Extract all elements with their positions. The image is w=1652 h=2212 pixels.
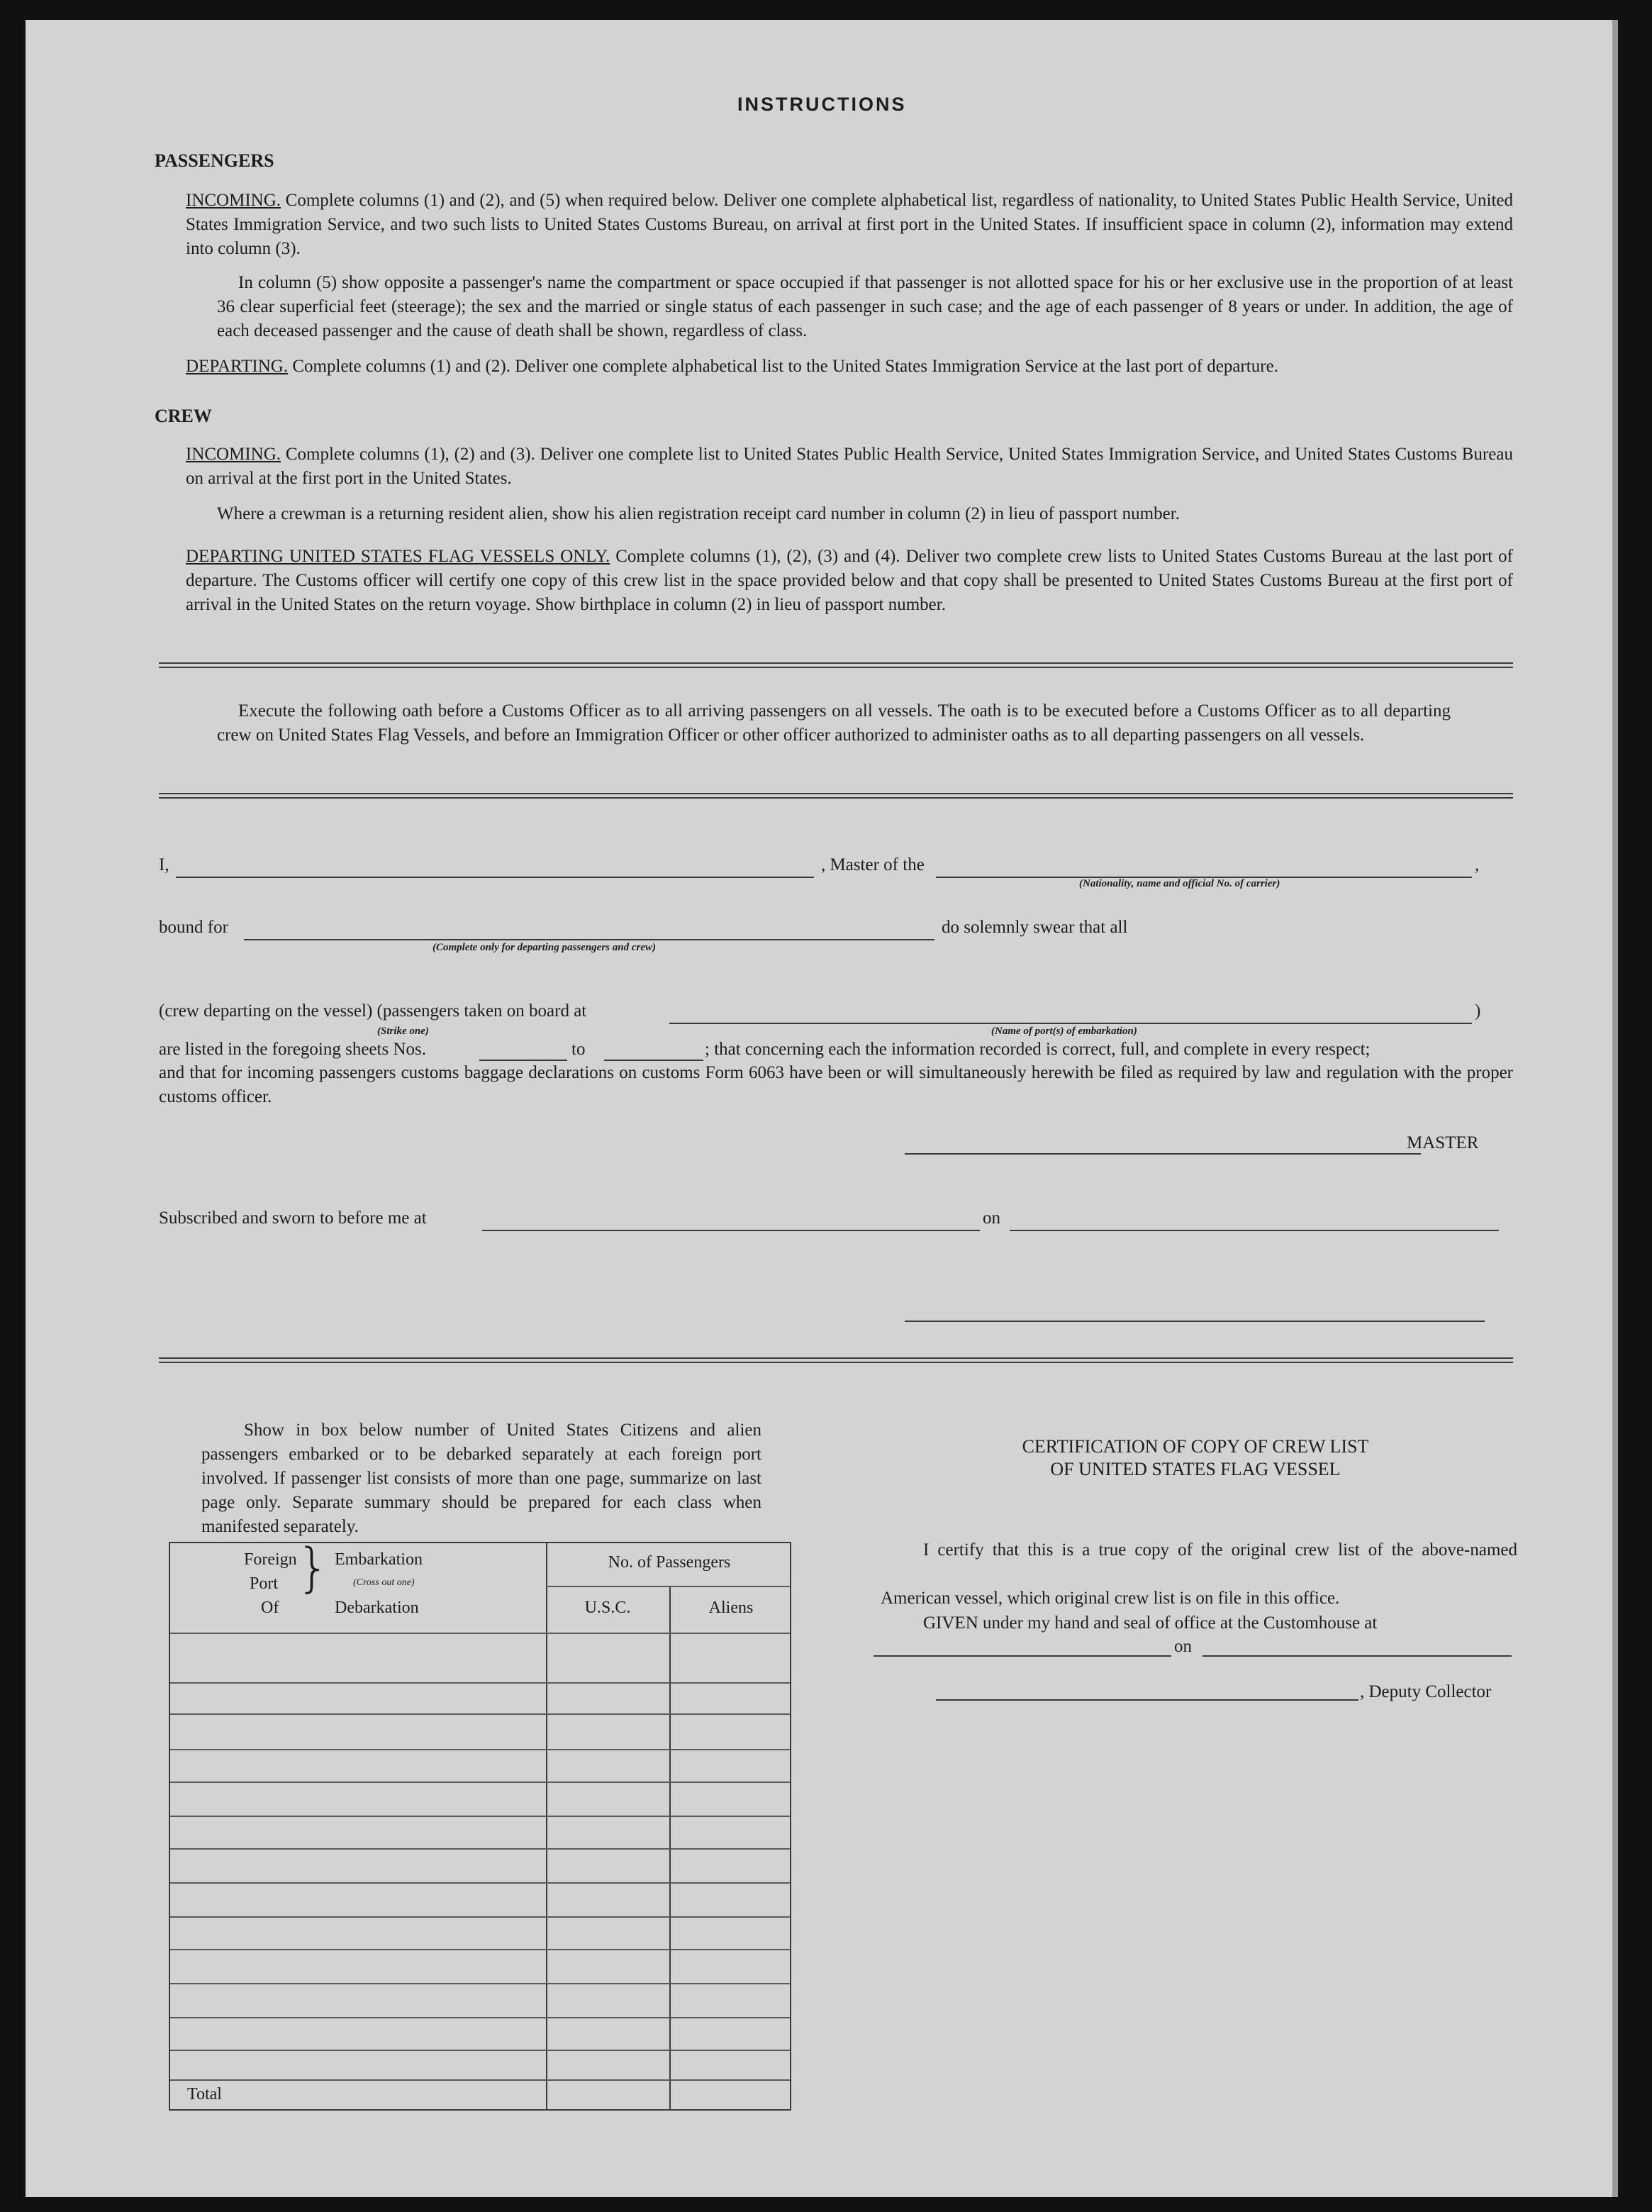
subscribed-label: Subscribed and sworn to before me at: [159, 1208, 427, 1228]
deputy-signature-field[interactable]: [936, 1699, 1358, 1701]
closing-paren-label: ): [1475, 1001, 1481, 1021]
crew-incoming-label: INCOMING.: [186, 445, 281, 464]
master-signature-field[interactable]: [905, 1153, 1421, 1155]
table-column-divider: [546, 1543, 547, 2109]
concerning-label: ; that concerning each the information recorded is correct, full, and complete in every respect;: [705, 1040, 1371, 1059]
table-row[interactable]: [170, 1713, 790, 1715]
ports-caption: (Name of port(s) of embarkation): [991, 1026, 1137, 1037]
ports-of-embarkation-field[interactable]: [669, 1023, 1472, 1024]
brace-icon: }: [296, 1538, 330, 1599]
oath-i-label: I,: [159, 855, 169, 874]
header-debarkation: Debarkation: [335, 1599, 419, 1617]
crew-departing-text: Complete columns (1), (2), (3) and (4). Deliver two complete crew lists to United States Customs Bureau at the last port of departure. The Customs officer will certify one copy of this crew list in the space provided below and that copy shall be presented to United States Customs Bureau at the first port of arrival in the United States on the return voyage. Show birthplace in column (2) in lieu of passport number.: [186, 547, 1513, 614]
deputy-collector-label: , Deputy Collector: [1360, 1682, 1492, 1701]
table-row[interactable]: [170, 2050, 790, 2051]
passengers-incoming-paragraph: [186, 189, 1513, 261]
master-of-the-label: , Master of the: [821, 855, 925, 874]
crew-incoming-paragraph: [186, 443, 1513, 491]
bound-for-caption: (Complete only for departing passengers and crew): [432, 942, 656, 953]
certification-text: I certify that this is a true copy of the original crew list of the above-named American vessel, which original crew list is on file in this office.: [881, 1540, 1517, 1608]
table-row: [170, 1633, 790, 1634]
table-row[interactable]: [170, 1848, 790, 1850]
oath-paragraph-continued: and that for incoming passengers customs baggage declarations on customs Form 6063 have been or will simultaneously herewith be filed as required by law and regulation with the proper customs officer.: [159, 1063, 1513, 1106]
total-label: Total: [187, 2085, 222, 2103]
master-label: MASTER: [1407, 1133, 1479, 1152]
header-of: Of: [261, 1599, 279, 1617]
header-aliens: Aliens: [708, 1599, 754, 1617]
table-row[interactable]: [170, 1782, 790, 1783]
form-sheet: [26, 20, 1612, 2197]
table-row[interactable]: [170, 1882, 790, 1884]
table-row[interactable]: [170, 1949, 790, 1950]
carrier-caption: (Nationality, name and official No. of carrier): [1079, 878, 1280, 889]
crew-passengers-label: (crew departing on the vessel) (passengers taken on board at: [159, 1001, 587, 1021]
instructions-title: INSTRUCTIONS: [737, 94, 907, 115]
table-row[interactable]: [170, 1983, 790, 1984]
header-no-of-passengers: No. of Passengers: [608, 1553, 731, 1572]
strike-one-caption: (Strike one): [377, 1026, 429, 1037]
table-row[interactable]: [170, 2079, 790, 2081]
header-port: Port: [250, 1574, 279, 1593]
listed-in-label: are listed in the foregoing sheets Nos.: [159, 1040, 426, 1059]
crew-heading: CREW: [155, 406, 212, 426]
header-embarkation: Embarkation: [335, 1550, 423, 1569]
summary-instructions: Show in box below number of United States Citizens and alien passengers embarked or to be debarked separately at each foreign port involved. If passenger list consists of more than one page, summarize on last page only. Separate summary should be prepared for each class when manifested separately.: [201, 1421, 761, 1536]
sworn-date-field[interactable]: [1010, 1230, 1499, 1231]
certification-given: GIVEN under my hand and seal of office at the Customhouse at: [923, 1613, 1378, 1633]
crew-departing-paragraph: [186, 545, 1513, 617]
table-row[interactable]: [170, 1749, 790, 1750]
divider: [159, 1357, 1513, 1363]
crew-departing-label: DEPARTING UNITED STATES FLAG VESSELS ONLY.: [186, 547, 610, 566]
certification-date-field[interactable]: [1202, 1655, 1512, 1657]
table-row[interactable]: [170, 1682, 790, 1684]
officer-signature-field[interactable]: [905, 1321, 1485, 1322]
certification-title-line2: OF UNITED STATES FLAG VESSEL: [1050, 1459, 1341, 1479]
certification-title: [876, 1435, 1514, 1481]
passengers-incoming-text: Complete columns (1) and (2), and (5) when required below. Deliver one complete alphabetical list, regardless of nationality, to United States Public Health Service, United States Immigration Service, and two such lists to United States Customs Bureau, on arrival at first port in the United States. If insufficient space in column (2), information may extend into column (3).: [186, 191, 1513, 258]
passengers-departing-paragraph: [186, 355, 1513, 379]
bound-for-field[interactable]: [244, 939, 934, 940]
swear-label: do solemnly swear that all: [942, 918, 1128, 937]
table-row[interactable]: [170, 1916, 790, 1918]
crew-incoming-text: Complete columns (1), (2) and (3). Deliver one complete list to United States Public Health Service, United States Immigration Service, and United States Customs Bureau on arrival at the first port in the United States.: [186, 445, 1513, 488]
comma-label: ,: [1475, 855, 1480, 874]
certification-title-line1: CERTIFICATION OF COPY OF CREW LIST: [1022, 1436, 1369, 1457]
passengers-incoming-label: INCOMING.: [186, 191, 281, 210]
certification-on-label: on: [1174, 1637, 1192, 1656]
summary-table: [169, 1538, 791, 2111]
crew-resident-alien-paragraph: Where a crewman is a returning resident alien, show his alien registration receipt card number in column (2) in lieu of passport number.: [217, 504, 1180, 523]
bound-for-label: bound for: [159, 918, 228, 937]
header-foreign: Foreign: [244, 1550, 297, 1569]
passengers-column5-paragraph: In column (5) show opposite a passenger's name the compartment or space occupied if that passenger is not allotted space for his or her exclusive use in the proportion of at least 36 clear superficial feet (steerage); the sex and the married or single status of each passenger in such case; and the age of each passenger of 8 years or under. In addition, the age of each deceased passenger and the cause of death shall be shown, regardless of class.: [217, 273, 1513, 340]
passengers-departing-label: DEPARTING.: [186, 357, 289, 376]
passengers-heading: PASSENGERS: [155, 150, 274, 171]
divider: [159, 793, 1513, 799]
table-header-divider: [546, 1586, 790, 1587]
to-label: to: [571, 1040, 586, 1059]
certification-place-field[interactable]: [874, 1655, 1171, 1657]
on-label: on: [983, 1208, 1000, 1228]
header-cross-out: (Cross out one): [353, 1577, 415, 1588]
header-usc: U.S.C.: [584, 1599, 631, 1617]
master-name-field[interactable]: [176, 877, 814, 878]
divider: [159, 662, 1513, 668]
passengers-departing-text: Complete columns (1) and (2). Deliver one complete alphabetical list to the United States Immigration Service at the last port of departure.: [292, 357, 1278, 376]
table-row[interactable]: [170, 2017, 790, 2018]
table-row[interactable]: [170, 1816, 790, 1817]
sworn-place-field[interactable]: [482, 1230, 980, 1231]
sheet-edge: [1612, 20, 1618, 2197]
oath-instructions-paragraph: Execute the following oath before a Customs Officer as to all arriving passengers on all vessels. The oath is to be executed before a Customs Officer as to all departing crew on United States Flag Vessels, and before an Immigration Officer or other officer authorized to administer oaths as to all departing passengers on all vessels.: [217, 701, 1451, 745]
